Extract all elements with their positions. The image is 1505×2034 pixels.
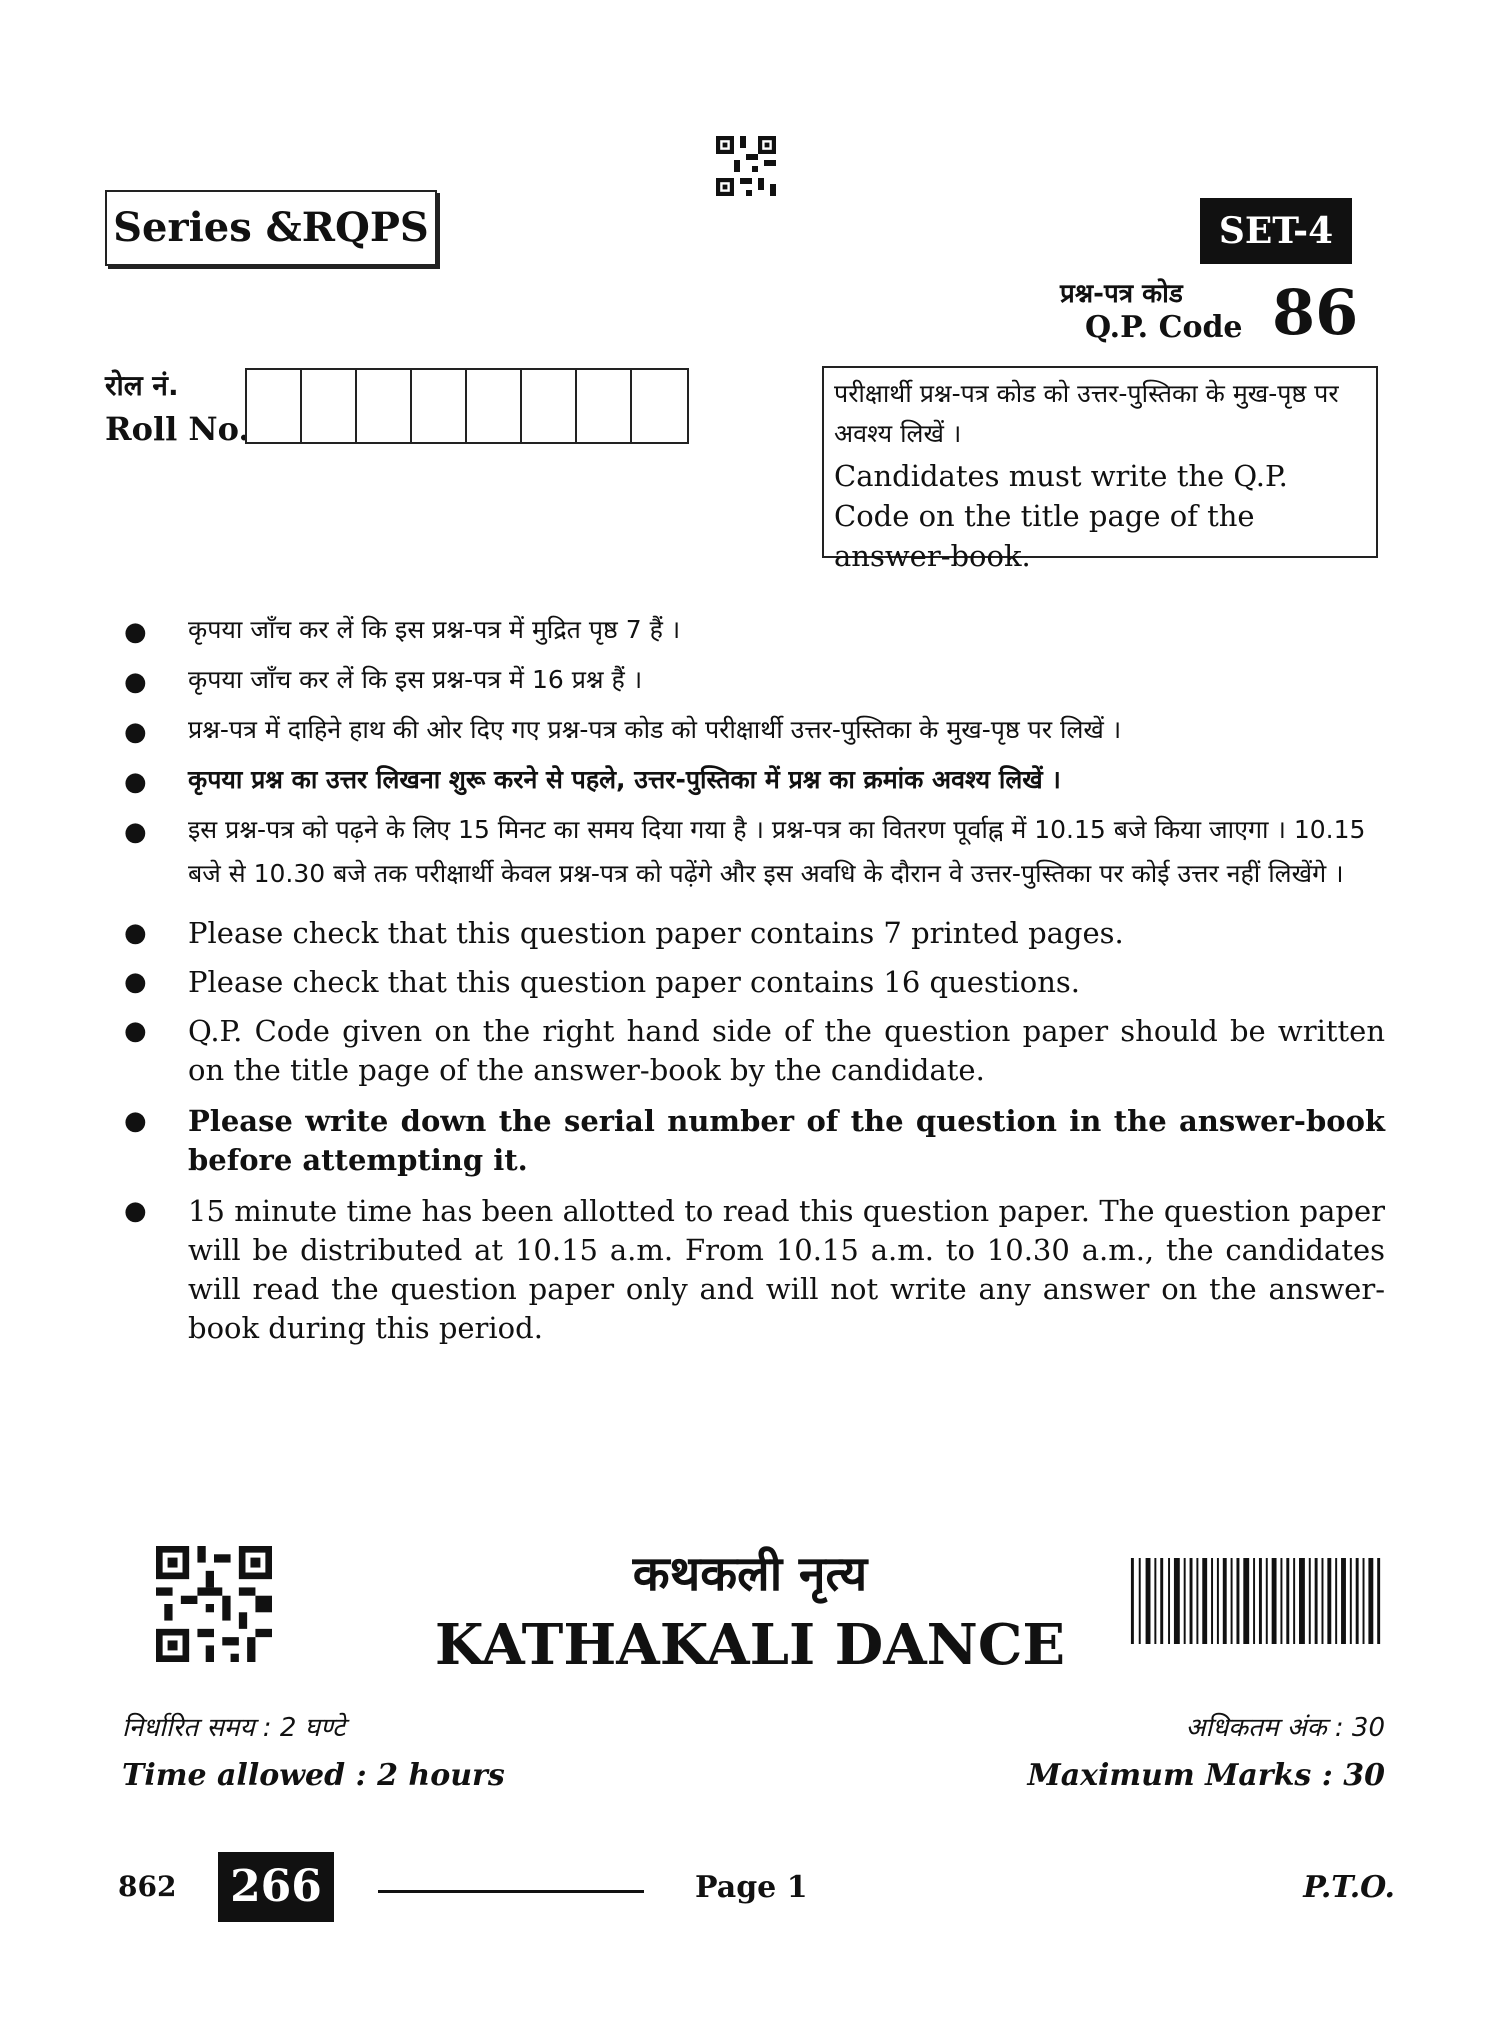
instruction-item: ● Q.P. Code given on the right hand side of the question paper should be written on the title page of the answer-book by the candidate. [124,1014,1385,1087]
maximum-marks: Maximum Marks : 30 [1027,1758,1385,1793]
bullet-icon: ● [124,918,147,948]
roll-digit-box[interactable] [632,370,687,442]
qr-code-icon [156,1546,272,1662]
bullet-icon: ● [124,1196,147,1226]
bullet-icon: ● [124,767,147,797]
maximum-marks-hindi: अधिकतम अंक : 30 [1185,1713,1385,1743]
time-allowed: Time allowed : 2 hours [122,1758,505,1793]
instructions-list [120,608,1385,1360]
roll-digit-box[interactable] [302,370,357,442]
instruction-item: ● कृपया जाँच कर लें कि इस प्रश्न-पत्र में मुद्रित पृष्ठ 7 हैं । [120,608,1385,652]
subject-title-hindi: कथकली नृत्य [632,1546,868,1602]
qp-code-value: 86 [1272,276,1359,349]
instruction-item: ● कृपया प्रश्न का उत्तर लिखना शुरू करने से पहले, उत्तर-पुस्तिका में प्रश्न का क्रमांक अवश्य लिखें । [120,758,1385,802]
roll-label-hindi: रोल नं. [105,369,179,402]
subject-title: KATHAKALI DANCE [434,1612,1066,1678]
bullet-icon: ● [124,717,147,747]
qp-code-label: Q.P. Code [1085,310,1243,345]
bullet-icon: ● [124,667,147,697]
instruction-item: ● Please check that this question paper contains 7 printed pages. [120,914,1385,953]
bullet-icon: ● [124,967,147,997]
barcode-icon [1128,1558,1386,1644]
roll-digit-box[interactable] [522,370,577,442]
bullet-icon: ● [124,1106,147,1136]
time-allowed-hindi: निर्धारित समय : 2 घण्टे [122,1713,346,1743]
bullet-icon: ● [124,1016,147,1046]
instruction-item: ● 15 minute time has been allotted to read this question paper. The question paper will be distributed at 10.15 a.m. From 10.15 a.m. to 10.30 a.m., the candidates will read the question paper only and will not write any answer on the answer-book during this period. [124,1194,1385,1345]
page-number: Page 1 [695,1870,808,1905]
bullet-icon: ● [124,617,147,647]
qp-code-label-hindi: प्रश्न-पत्र कोड [1060,279,1183,309]
footer-box-number: 266 [218,1852,334,1922]
set-badge: SET-4 [1200,198,1352,264]
instruction-item: ● कृपया जाँच कर लें कि इस प्रश्न-पत्र में 16 प्रश्न हैं । [120,658,1385,702]
notice-hindi: परीक्षार्थी प्रश्न-पत्र कोड को उत्तर-पुस्तिका के मुख-पृष्ठ पर अवश्य लिखें । [834,379,1339,448]
roll-digit-box[interactable] [412,370,467,442]
pto-label: P.T.O. [1303,1870,1395,1905]
roll-digit-box[interactable] [467,370,522,442]
footer-code: 862 [118,1870,177,1903]
top-qr-code-icon [716,134,776,198]
qp-code-notice-box [822,366,1378,573]
bullet-icon: ● [124,817,147,847]
footer-divider [378,1890,644,1893]
instruction-item: ● Please check that this question paper contains 16 questions. [120,963,1385,1002]
roll-digit-box[interactable] [357,370,412,442]
roll-digit-box[interactable] [247,370,302,442]
instruction-item: ● प्रश्न-पत्र में दाहिने हाथ की ओर दिए गए प्रश्न-पत्र कोड को परीक्षार्थी उत्तर-पुस्तिका के मुख-पृष्ठ पर लिखें । [120,708,1385,752]
roll-digit-box[interactable] [577,370,632,442]
notice-english: Candidates must write the Q.P. Code on the title page of the answer-book. [834,459,1288,573]
roll-number-boxes[interactable] [245,368,689,444]
instruction-item: ● इस प्रश्न-पत्र को पढ़ने के लिए 15 मिनट का समय दिया गया है । प्रश्न-पत्र का वितरण पूर्वाह्न में 10.15 बजे किया जाएगा । 10.15 बजे से 10.30 बजे तक परीक्षार्थी केवल प्रश्न-पत्र को पढ़ेंगे और इस अवधि के दौरान वे उत्तर-पुस्तिका पर कोई उत्तर नहीं लिखेंगे । [120,808,1385,896]
instruction-item: ● Please write down the serial number of the question in the answer-book before attempting it. [124,1104,1385,1177]
roll-label: Roll No. [105,410,250,448]
series-box: Series &RQPS [105,190,437,266]
